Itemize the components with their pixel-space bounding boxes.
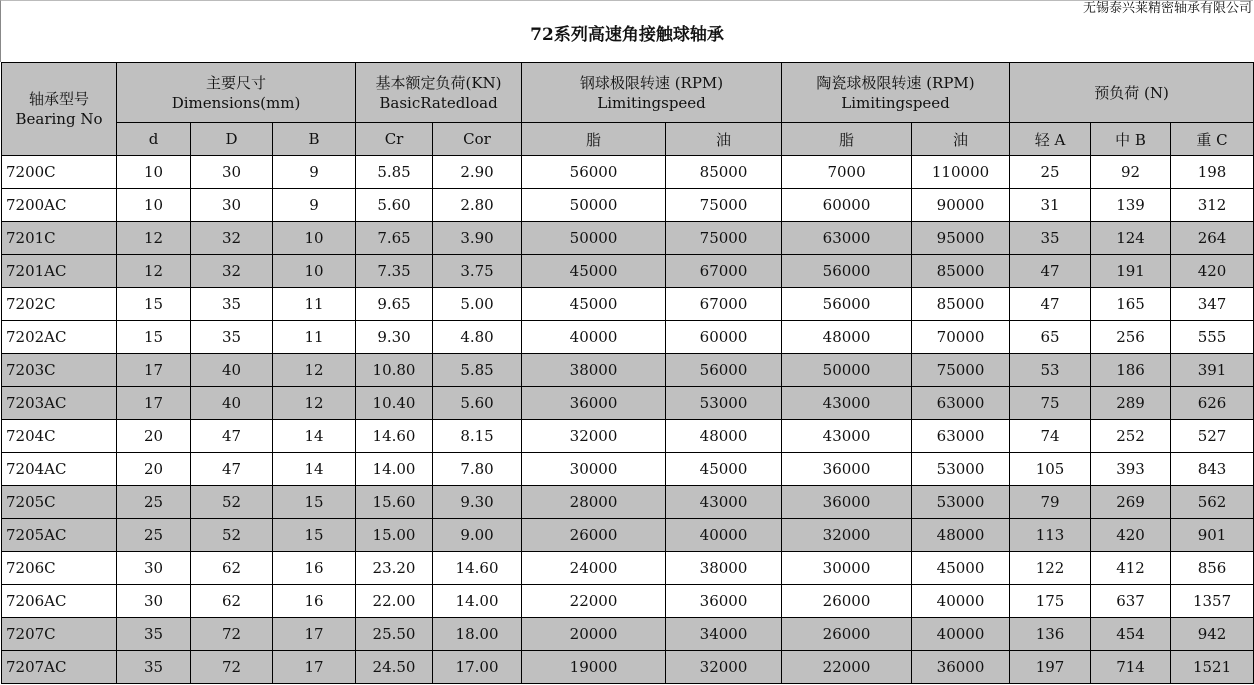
cell-cor: 2.80 xyxy=(433,189,522,222)
cell-steel-oil: 32000 xyxy=(666,651,782,684)
cell-preload-light: 47 xyxy=(1010,288,1091,321)
cell-cr: 10.40 xyxy=(356,387,433,420)
cell-cor: 14.00 xyxy=(433,585,522,618)
table-row xyxy=(2,189,1254,222)
table-row xyxy=(2,354,1254,387)
table-row xyxy=(2,618,1254,651)
cell-d: 25 xyxy=(117,519,191,552)
header-model xyxy=(2,63,117,156)
cell-preload-medium: 165 xyxy=(1091,288,1171,321)
cell-D: 40 xyxy=(191,354,273,387)
cell-preload-heavy: 347 xyxy=(1171,288,1254,321)
cell-preload-medium: 252 xyxy=(1091,420,1171,453)
cell-preload-heavy: 198 xyxy=(1171,156,1254,189)
table-row xyxy=(2,519,1254,552)
cell-cor: 5.85 xyxy=(433,354,522,387)
cell-steel-oil: 38000 xyxy=(666,552,782,585)
cell-model: 7200AC xyxy=(2,189,117,222)
cell-preload-medium: 186 xyxy=(1091,354,1171,387)
cell-steel-grease: 30000 xyxy=(522,453,666,486)
cell-ceramic-oil: 53000 xyxy=(912,453,1010,486)
cell-ceramic-grease: 60000 xyxy=(782,189,912,222)
cell-ceramic-grease: 63000 xyxy=(782,222,912,255)
subheader-ceramic-oil: 油 xyxy=(912,123,1010,156)
cell-B: 16 xyxy=(273,552,356,585)
cell-preload-light: 25 xyxy=(1010,156,1091,189)
cell-steel-oil: 67000 xyxy=(666,288,782,321)
cell-steel-oil: 67000 xyxy=(666,255,782,288)
cell-cr: 23.20 xyxy=(356,552,433,585)
cell-steel-grease: 22000 xyxy=(522,585,666,618)
cell-cr: 22.00 xyxy=(356,585,433,618)
cell-model: 7206C xyxy=(2,552,117,585)
cell-steel-oil: 56000 xyxy=(666,354,782,387)
cell-d: 35 xyxy=(117,618,191,651)
cell-cor: 9.00 xyxy=(433,519,522,552)
cell-ceramic-grease: 26000 xyxy=(782,618,912,651)
cell-cr: 24.50 xyxy=(356,651,433,684)
cell-d: 25 xyxy=(117,486,191,519)
header-preload-cn: 预负荷 (N) xyxy=(1094,83,1169,102)
cell-preload-light: 65 xyxy=(1010,321,1091,354)
header-load-cn: 基本额定负荷(KN) xyxy=(375,73,502,92)
cell-steel-oil: 75000 xyxy=(666,189,782,222)
cell-d: 35 xyxy=(117,651,191,684)
cell-steel-grease: 38000 xyxy=(522,354,666,387)
cell-D: 47 xyxy=(191,420,273,453)
cell-D: 52 xyxy=(191,519,273,552)
cell-cr: 25.50 xyxy=(356,618,433,651)
cell-steel-grease: 40000 xyxy=(522,321,666,354)
table-row xyxy=(2,156,1254,189)
cell-D: 30 xyxy=(191,189,273,222)
cell-d: 20 xyxy=(117,420,191,453)
header-row-1 xyxy=(2,63,1254,123)
cell-cor: 3.75 xyxy=(433,255,522,288)
header-model-cn: 轴承型号 xyxy=(28,90,89,108)
subheader-D: D xyxy=(191,123,273,156)
cell-cor: 3.90 xyxy=(433,222,522,255)
cell-B: 14 xyxy=(273,420,356,453)
cell-preload-medium: 92 xyxy=(1091,156,1171,189)
cell-ceramic-grease: 43000 xyxy=(782,387,912,420)
cell-preload-light: 74 xyxy=(1010,420,1091,453)
cell-steel-grease: 20000 xyxy=(522,618,666,651)
cell-steel-grease: 45000 xyxy=(522,255,666,288)
cell-cor: 7.80 xyxy=(433,453,522,486)
cell-cr: 5.60 xyxy=(356,189,433,222)
cell-model: 7206AC xyxy=(2,585,117,618)
cell-ceramic-oil: 36000 xyxy=(912,651,1010,684)
cell-cor: 18.00 xyxy=(433,618,522,651)
cell-steel-oil: 43000 xyxy=(666,486,782,519)
cell-steel-grease: 19000 xyxy=(522,651,666,684)
cell-ceramic-oil: 110000 xyxy=(912,156,1010,189)
table-row xyxy=(2,651,1254,684)
cell-model: 7202C xyxy=(2,288,117,321)
cell-ceramic-grease: 32000 xyxy=(782,519,912,552)
cell-model: 7205C xyxy=(2,486,117,519)
cell-B: 11 xyxy=(273,288,356,321)
cell-ceramic-oil: 63000 xyxy=(912,387,1010,420)
cell-preload-heavy: 527 xyxy=(1171,420,1254,453)
cell-cor: 4.80 xyxy=(433,321,522,354)
cell-steel-oil: 60000 xyxy=(666,321,782,354)
cell-cr: 10.80 xyxy=(356,354,433,387)
cell-preload-light: 136 xyxy=(1010,618,1091,651)
cell-D: 30 xyxy=(191,156,273,189)
cell-preload-heavy: 1357 xyxy=(1171,585,1254,618)
cell-cor: 14.60 xyxy=(433,552,522,585)
header-ceramic-cn: 陶瓷球极限转速 (RPM) xyxy=(816,73,975,92)
cell-d: 30 xyxy=(117,552,191,585)
cell-preload-heavy: 843 xyxy=(1171,453,1254,486)
header-dimensions-cn: 主要尺寸 xyxy=(206,73,267,92)
cell-preload-light: 105 xyxy=(1010,453,1091,486)
cell-steel-grease: 32000 xyxy=(522,420,666,453)
table-row xyxy=(2,321,1254,354)
subheader-preload-medium: 中 B xyxy=(1091,123,1171,156)
table-row xyxy=(2,552,1254,585)
cell-preload-light: 175 xyxy=(1010,585,1091,618)
cell-B: 16 xyxy=(273,585,356,618)
cell-B: 15 xyxy=(273,519,356,552)
cell-cr: 14.00 xyxy=(356,453,433,486)
subheader-cr: Cr xyxy=(356,123,433,156)
cell-B: 17 xyxy=(273,618,356,651)
header-dimensions-en: Dimensions(mm) xyxy=(171,93,301,112)
cell-steel-grease: 45000 xyxy=(522,288,666,321)
header-steel-cn: 钢球极限转速 (RPM) xyxy=(579,73,724,92)
cell-preload-medium: 139 xyxy=(1091,189,1171,222)
cell-model: 7201AC xyxy=(2,255,117,288)
cell-ceramic-oil: 75000 xyxy=(912,354,1010,387)
subheader-preload-heavy: 重 C xyxy=(1171,123,1254,156)
cell-preload-light: 75 xyxy=(1010,387,1091,420)
table-row xyxy=(2,585,1254,618)
cell-d: 17 xyxy=(117,387,191,420)
cell-preload-heavy: 626 xyxy=(1171,387,1254,420)
cell-D: 32 xyxy=(191,255,273,288)
cell-steel-oil: 48000 xyxy=(666,420,782,453)
cell-d: 15 xyxy=(117,288,191,321)
cell-preload-medium: 191 xyxy=(1091,255,1171,288)
header-model-en: Bearing No xyxy=(15,110,103,128)
cell-ceramic-oil: 63000 xyxy=(912,420,1010,453)
cell-preload-medium: 637 xyxy=(1091,585,1171,618)
cell-B: 12 xyxy=(273,387,356,420)
cell-ceramic-oil: 70000 xyxy=(912,321,1010,354)
cell-steel-oil: 53000 xyxy=(666,387,782,420)
cell-preload-light: 79 xyxy=(1010,486,1091,519)
cell-B: 11 xyxy=(273,321,356,354)
cell-cor: 8.15 xyxy=(433,420,522,453)
subheader-cor: Cor xyxy=(433,123,522,156)
cell-d: 10 xyxy=(117,156,191,189)
cell-preload-medium: 454 xyxy=(1091,618,1171,651)
cell-ceramic-grease: 26000 xyxy=(782,585,912,618)
cell-model: 7202AC xyxy=(2,321,117,354)
cell-cr: 15.60 xyxy=(356,486,433,519)
header-ceramic-speed xyxy=(782,63,1010,123)
table-row xyxy=(2,222,1254,255)
bearing-spec-table xyxy=(1,62,1254,684)
subheader-B: B xyxy=(273,123,356,156)
subheader-d: d xyxy=(117,123,191,156)
cell-preload-heavy: 555 xyxy=(1171,321,1254,354)
cell-ceramic-oil: 90000 xyxy=(912,189,1010,222)
cell-d: 12 xyxy=(117,255,191,288)
cell-model: 7204AC xyxy=(2,453,117,486)
cell-ceramic-oil: 85000 xyxy=(912,288,1010,321)
cell-preload-light: 31 xyxy=(1010,189,1091,222)
cell-d: 30 xyxy=(117,585,191,618)
table-row xyxy=(2,420,1254,453)
cell-D: 72 xyxy=(191,618,273,651)
cell-cor: 9.30 xyxy=(433,486,522,519)
cell-ceramic-grease: 36000 xyxy=(782,453,912,486)
cell-model: 7207C xyxy=(2,618,117,651)
cell-ceramic-grease: 7000 xyxy=(782,156,912,189)
cell-preload-heavy: 1521 xyxy=(1171,651,1254,684)
cell-preload-heavy: 420 xyxy=(1171,255,1254,288)
subheader-ceramic-grease: 脂 xyxy=(782,123,912,156)
cell-B: 10 xyxy=(273,255,356,288)
cell-model: 7203C xyxy=(2,354,117,387)
cell-cr: 5.85 xyxy=(356,156,433,189)
cell-steel-oil: 40000 xyxy=(666,519,782,552)
cell-steel-oil: 45000 xyxy=(666,453,782,486)
cell-preload-light: 35 xyxy=(1010,222,1091,255)
cell-cr: 14.60 xyxy=(356,420,433,453)
header-load-en: BasicRatedload xyxy=(379,93,498,112)
cell-preload-medium: 412 xyxy=(1091,552,1171,585)
cell-preload-light: 53 xyxy=(1010,354,1091,387)
cell-steel-oil: 36000 xyxy=(666,585,782,618)
cell-cor: 2.90 xyxy=(433,156,522,189)
cell-cor: 5.00 xyxy=(433,288,522,321)
cell-B: 12 xyxy=(273,354,356,387)
cell-steel-grease: 56000 xyxy=(522,156,666,189)
cell-d: 12 xyxy=(117,222,191,255)
cell-d: 17 xyxy=(117,354,191,387)
cell-preload-medium: 393 xyxy=(1091,453,1171,486)
cell-preload-medium: 256 xyxy=(1091,321,1171,354)
page-title: 72系列高速角接触球轴承 xyxy=(530,25,724,45)
cell-preload-heavy: 942 xyxy=(1171,618,1254,651)
cell-steel-grease: 50000 xyxy=(522,222,666,255)
cell-ceramic-grease: 56000 xyxy=(782,288,912,321)
subheader-preload-light: 轻 A xyxy=(1010,123,1091,156)
cell-model: 7207AC xyxy=(2,651,117,684)
cell-preload-medium: 269 xyxy=(1091,486,1171,519)
cell-B: 15 xyxy=(273,486,356,519)
cell-cr: 9.30 xyxy=(356,321,433,354)
cell-cr: 7.65 xyxy=(356,222,433,255)
cell-steel-oil: 85000 xyxy=(666,156,782,189)
cell-preload-heavy: 264 xyxy=(1171,222,1254,255)
company-name: 无锡泰兴莱精密轴承有限公司 xyxy=(1082,1,1252,16)
cell-preload-heavy: 856 xyxy=(1171,552,1254,585)
subheader-steel-oil: 油 xyxy=(666,123,782,156)
cell-D: 72 xyxy=(191,651,273,684)
cell-preload-heavy: 901 xyxy=(1171,519,1254,552)
cell-B: 14 xyxy=(273,453,356,486)
cell-cr: 15.00 xyxy=(356,519,433,552)
cell-steel-grease: 50000 xyxy=(522,189,666,222)
table-row xyxy=(2,387,1254,420)
table-row xyxy=(2,486,1254,519)
cell-d: 20 xyxy=(117,453,191,486)
cell-ceramic-grease: 30000 xyxy=(782,552,912,585)
cell-preload-medium: 420 xyxy=(1091,519,1171,552)
cell-preload-heavy: 562 xyxy=(1171,486,1254,519)
cell-model: 7204C xyxy=(2,420,117,453)
cell-D: 47 xyxy=(191,453,273,486)
cell-ceramic-grease: 36000 xyxy=(782,486,912,519)
header-dimensions xyxy=(117,63,356,123)
cell-preload-heavy: 312 xyxy=(1171,189,1254,222)
cell-ceramic-grease: 56000 xyxy=(782,255,912,288)
cell-ceramic-grease: 48000 xyxy=(782,321,912,354)
header-row-2 xyxy=(2,123,1254,156)
cell-steel-oil: 34000 xyxy=(666,618,782,651)
cell-ceramic-oil: 95000 xyxy=(912,222,1010,255)
header-load xyxy=(356,63,522,123)
cell-cr: 7.35 xyxy=(356,255,433,288)
cell-steel-oil: 75000 xyxy=(666,222,782,255)
cell-ceramic-oil: 40000 xyxy=(912,585,1010,618)
cell-D: 62 xyxy=(191,552,273,585)
cell-preload-light: 122 xyxy=(1010,552,1091,585)
cell-B: 17 xyxy=(273,651,356,684)
header-steel-en: Limitingspeed xyxy=(597,93,706,112)
cell-ceramic-oil: 85000 xyxy=(912,255,1010,288)
cell-preload-light: 197 xyxy=(1010,651,1091,684)
cell-model: 7201C xyxy=(2,222,117,255)
cell-B: 9 xyxy=(273,156,356,189)
cell-model: 7205AC xyxy=(2,519,117,552)
cell-cor: 5.60 xyxy=(433,387,522,420)
cell-steel-grease: 26000 xyxy=(522,519,666,552)
cell-B: 9 xyxy=(273,189,356,222)
cell-d: 15 xyxy=(117,321,191,354)
cell-steel-grease: 28000 xyxy=(522,486,666,519)
cell-preload-medium: 289 xyxy=(1091,387,1171,420)
cell-model: 7203AC xyxy=(2,387,117,420)
cell-preload-light: 113 xyxy=(1010,519,1091,552)
cell-ceramic-grease: 50000 xyxy=(782,354,912,387)
cell-ceramic-oil: 45000 xyxy=(912,552,1010,585)
cell-D: 35 xyxy=(191,321,273,354)
header-steel-speed xyxy=(522,63,782,123)
cell-ceramic-grease: 22000 xyxy=(782,651,912,684)
cell-B: 10 xyxy=(273,222,356,255)
cell-ceramic-oil: 40000 xyxy=(912,618,1010,651)
header-preload xyxy=(1010,63,1254,123)
cell-model: 7200C xyxy=(2,156,117,189)
cell-preload-medium: 714 xyxy=(1091,651,1171,684)
header-ceramic-en: Limitingspeed xyxy=(841,93,950,112)
cell-preload-heavy: 391 xyxy=(1171,354,1254,387)
cell-preload-medium: 124 xyxy=(1091,222,1171,255)
subheader-steel-grease: 脂 xyxy=(522,123,666,156)
cell-D: 62 xyxy=(191,585,273,618)
cell-d: 10 xyxy=(117,189,191,222)
cell-D: 40 xyxy=(191,387,273,420)
table-row xyxy=(2,288,1254,321)
table-row xyxy=(2,453,1254,486)
cell-D: 52 xyxy=(191,486,273,519)
cell-D: 35 xyxy=(191,288,273,321)
cell-ceramic-oil: 53000 xyxy=(912,486,1010,519)
cell-ceramic-grease: 43000 xyxy=(782,420,912,453)
cell-cor: 17.00 xyxy=(433,651,522,684)
cell-D: 32 xyxy=(191,222,273,255)
cell-preload-light: 47 xyxy=(1010,255,1091,288)
cell-steel-grease: 24000 xyxy=(522,552,666,585)
cell-cr: 9.65 xyxy=(356,288,433,321)
table-row xyxy=(2,255,1254,288)
cell-steel-grease: 36000 xyxy=(522,387,666,420)
cell-ceramic-oil: 48000 xyxy=(912,519,1010,552)
